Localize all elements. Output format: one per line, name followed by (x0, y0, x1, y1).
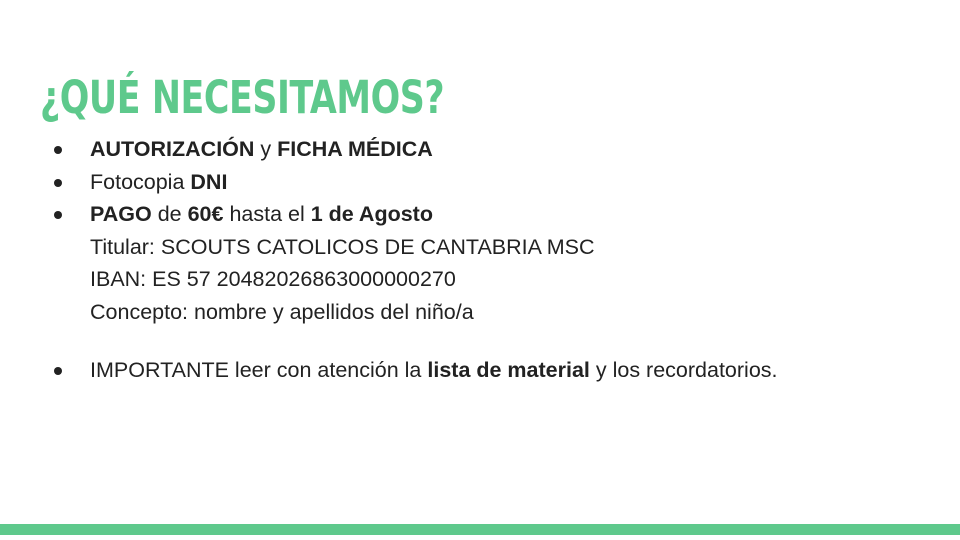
list-item-pago-details (40, 231, 930, 329)
bullet-text-strong-4: PAGO (90, 202, 152, 226)
bullet-text-strong-5: 60€ (187, 202, 224, 226)
bullet-text-strong-6: 1 de Agosto (310, 202, 433, 226)
bullet-text-strong-7: lista de material (427, 358, 590, 382)
spacer (90, 328, 930, 354)
footer-white-strip (0, 535, 960, 540)
bullet-text-plain-2: Fotocopia (90, 169, 191, 194)
bullet-list (40, 133, 930, 387)
list-item-autorizacion (40, 133, 930, 166)
list-item-pago (40, 198, 930, 231)
bullet-text-strong-3: DNI (190, 169, 228, 194)
bullet-text-strong-1: AUTORIZACIÓN (90, 137, 255, 161)
list-item-importante (40, 354, 930, 387)
pago-detail-titular: Titular: SCOUTS CATOLICOS DE CANTABRIA MSC (90, 234, 595, 259)
bullet-text-plain-6: y los recordatorios. (589, 358, 778, 382)
bullet-text-plain-4: hasta el (223, 202, 311, 226)
list-spacer (40, 328, 930, 354)
bullet-text-plain-1: y (254, 137, 278, 161)
list-item-fotocopia (40, 166, 930, 199)
page-title: ¿QUÉ NECESITAMOS? (40, 71, 445, 125)
bullet-text-plain-5: IMPORTANTE leer con atención la (90, 358, 428, 382)
pago-detail-concepto: Concepto: nombre y apellidos del niño/a (90, 299, 474, 324)
bullet-text-strong-2: FICHA MÉDICA (277, 137, 433, 161)
slide-body (40, 133, 930, 387)
pago-detail-iban: IBAN: ES 57 20482026863000000270 (90, 267, 456, 291)
bullet-text-plain-3: de (151, 202, 188, 226)
